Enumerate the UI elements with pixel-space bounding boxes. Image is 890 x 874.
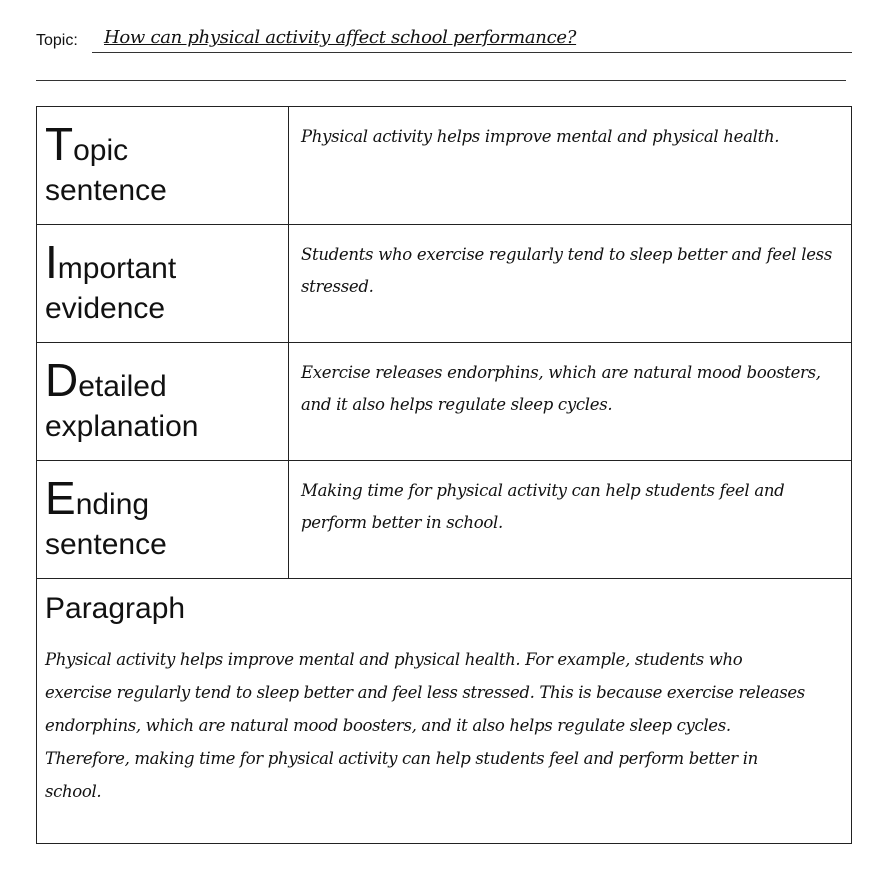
tide-content-ending-sentence[interactable]: Making time for physical activity can help students feel and perform better in school. — [301, 481, 785, 532]
tide-label-important-evidence — [37, 225, 289, 342]
label-rest: mportant — [57, 252, 177, 285]
label-rest: etailed — [78, 370, 167, 403]
paragraph-section — [37, 579, 851, 843]
label-line2: explanation — [45, 410, 199, 443]
paragraph-text[interactable]: Physical activity helps improve mental and physical health. For example, students who exercise regularly tend to sleep better and feel less stressed. This is because exercise releases endorphins, which are natural mood boosters, and it also helps regulate sleep cycles. Therefore, making time for physical activity can help students feel and perform better in school. — [45, 650, 805, 801]
topic-line — [36, 28, 852, 54]
tide-row-topic-sentence — [37, 107, 851, 225]
topic-label: Topic: — [36, 32, 78, 49]
tide-content-topic-sentence[interactable]: Physical activity helps improve mental and physical health. — [301, 127, 780, 146]
label-line2: evidence — [45, 292, 166, 325]
tide-label-ending-sentence — [37, 461, 289, 578]
initial-letter: I — [45, 236, 58, 288]
tide-content-detailed-explanation[interactable]: Exercise releases endorphins, which are natural mood boosters, and it also helps regulate sleep cycles. — [301, 363, 821, 414]
topic-field[interactable] — [92, 28, 852, 53]
tide-content-important-evidence[interactable]: Students who exercise regularly tend to sleep better and feel less stressed. — [301, 245, 833, 296]
label-line2: sentence — [45, 174, 167, 207]
tide-row-important-evidence — [37, 225, 851, 343]
blank-writing-line — [36, 80, 846, 81]
topic-value: How can physical activity affect school performance? — [104, 27, 577, 48]
initial-letter: T — [45, 118, 74, 170]
tide-organizer-table — [36, 106, 852, 844]
tide-label-detailed-explanation — [37, 343, 289, 460]
initial-letter: D — [45, 354, 79, 406]
label-rest: opic — [73, 134, 129, 167]
initial-letter: E — [45, 472, 76, 524]
label-line2: sentence — [45, 528, 167, 561]
paragraph-title: Paragraph — [45, 592, 186, 625]
tide-label-topic-sentence — [37, 107, 289, 224]
label-rest: nding — [75, 488, 150, 521]
tide-row-detailed-explanation — [37, 343, 851, 461]
tide-row-ending-sentence — [37, 461, 851, 579]
